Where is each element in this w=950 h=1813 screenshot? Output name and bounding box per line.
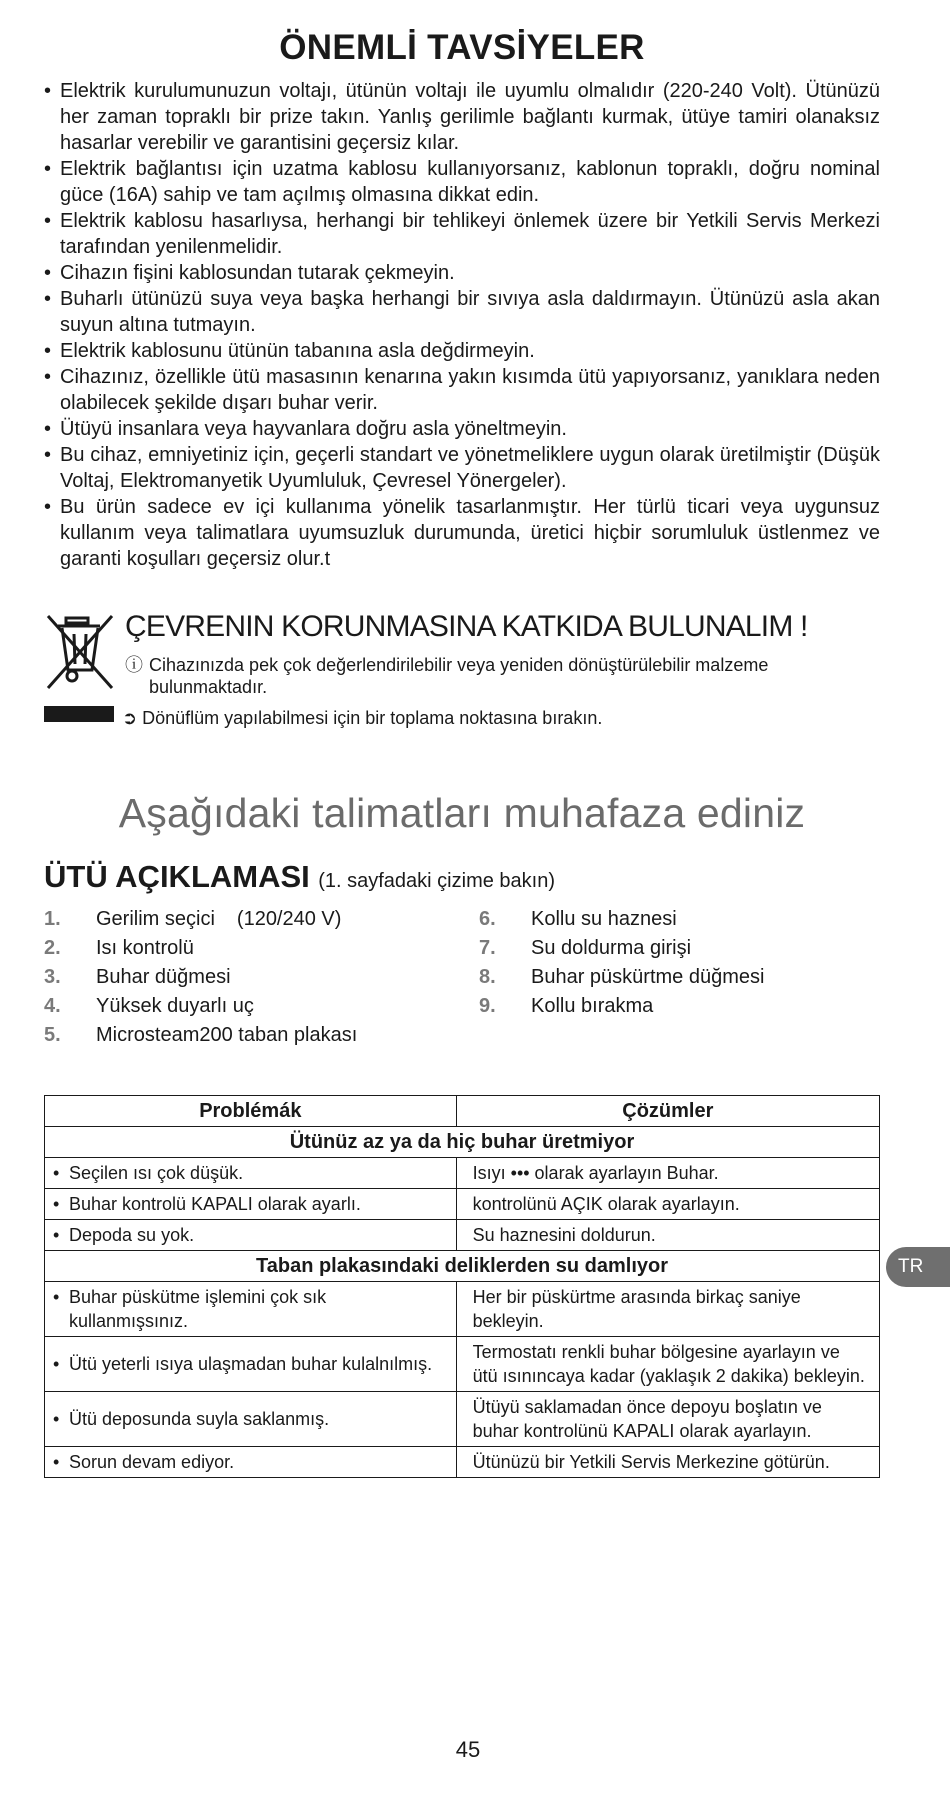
section-title: Taban plakasındaki deliklerden su damlıyor [45, 1251, 880, 1282]
recycle-note [122, 708, 602, 729]
solution-cell: Ütüyü saklamadan önce depoyu boşlatın ve buhar kontrolünü KAPALI olarak ayarlayın. [456, 1392, 879, 1447]
problem-cell: • Depoda su yok. [45, 1220, 457, 1251]
list-item: 8. Buhar püskürtme düğmesi [479, 966, 765, 988]
description-title: ÜTÜ AÇIKLAMASI [44, 859, 310, 894]
description-heading [44, 859, 880, 895]
parts-column-left [44, 905, 474, 1050]
list-item: • Ütüyü insanlara veya hayvanlara doğru asla yöneltmeyin. [44, 416, 880, 442]
problem-cell: • Buhar kontrolü KAPALI olarak ayarlı. [45, 1189, 457, 1220]
list-item: • Elektrik kurulumunuzun voltajı, ütünün voltajı ile uyumlu olmalıdır (220-240 Volt). Ütünüzü her zaman topraklı bir prize takın. Yanlış gerilimle bağlantı kurmak, ütüye tamiri olanaksız hasarlar verebilir ve garantisini geçersiz kılar. [44, 78, 880, 156]
table-row [45, 1158, 880, 1189]
list-item: • Cihazınız, özellikle ütü masasının kenarına yakın kısımda ütü yapıyorsanız, yanıklara neden olabilecek şekilde dışarı buhar verir. [44, 364, 880, 416]
list-item: 9. Kollu bırakma [479, 995, 654, 1017]
solution-cell: Su haznesini doldurun. [456, 1220, 879, 1251]
recycle-text: Dönüflüm yapılabilmesi için bir toplama noktasına bırakın. [142, 708, 603, 728]
page-number: 45 [455, 1737, 481, 1762]
list-item: 6. Kollu su haznesi [479, 908, 677, 930]
description-subtitle: (1. sayfadaki çizime bakın) [318, 870, 555, 892]
table-row [45, 1392, 880, 1447]
table-section-row [45, 1127, 880, 1158]
arrow-icon: ➲ [122, 708, 138, 728]
problem-cell: • Seçilen ısı çok düşük. [45, 1158, 457, 1189]
environment-section [44, 610, 880, 738]
table-header-row [45, 1096, 880, 1127]
list-item: • Elektrik kablosu hasarlıysa, herhangi bir tehlikeyi önlemek üzere bir Yetkili Servis Merkezi tarafından yenilenmelidir. [44, 208, 880, 260]
list-item: • Bu ürün sadece ev içi kullanıma yönelik tasarlanmıştır. Her türlü ticari veya uygunsuz kullanım veya talimatlara uyumsuzluk durumunda, üretici hiçbir sorumluluk üstlenmez ve garanti koşulları geçersiz olur.t [44, 494, 880, 572]
list-item: • Elektrik bağlantısı için uzatma kablosu kullanıyorsanız, kablonun topraklı, doğru nominal güce (16A) sahip ve tam açılmış olmasına dikkat edin. [44, 156, 880, 208]
list-item: • Bu cihaz, emniyetiniz için, geçerli standart ve yönetmeliklere uygun olarak üretilmiştir (Düşük Voltaj, Elektromanyetik Uyumluluk, Çevresel Yönergeler). [44, 442, 880, 494]
list-item: 2. Isı kontrolü [44, 937, 194, 959]
table-row [45, 1447, 880, 1478]
manual-page [44, 28, 880, 1478]
info-text-line1: Cihazınızda pek çok değerlendirilebilir veya yeniden dönüştürülebilir malzeme [149, 655, 769, 675]
solution-cell: Ütünüzü bir Yetkili Servis Merkezine götürün. [456, 1447, 879, 1478]
table-row [45, 1337, 880, 1392]
problem-cell: • Ütü deposunda suyla saklanmış. [45, 1392, 457, 1447]
problem-cell: • Buhar püskütme işlemini çok sık kullanmışsınız. [45, 1282, 457, 1337]
solution-cell: Termostatı renkli buhar bölgesine ayarlayın ve ütü ısınıncaya kadar (yaklaşık 2 dakika) bekleyin. [456, 1337, 879, 1392]
language-tab: TR [886, 1247, 950, 1287]
solution-cell: Isıyı ••• olarak ayarlayın Buhar. [456, 1158, 879, 1189]
page-title: ÖNEMLİ TAVSİYELER [279, 28, 645, 67]
solution-cell: kontrolünü AÇIK olarak ayarlayın. [456, 1189, 879, 1220]
problem-cell: • Sorun devam ediyor. [45, 1447, 457, 1478]
list-item: • Buharlı ütünüzü suya veya başka herhangi bir sıvıya asla daldırmayın. Ütünüzü asla akan suyun altına tutmayın. [44, 286, 880, 338]
table-row [45, 1220, 880, 1251]
list-item: 4. Yüksek duyarlı uç [44, 995, 254, 1017]
divider-bar [44, 706, 114, 722]
environment-title: ÇEVRENIN KORUNMASINA KATKIDA BULUNALIM ! [125, 610, 808, 643]
list-item: • Elektrik kablosunu ütünün tabanına asla değdirmeyin. [44, 338, 880, 364]
info-text-line2: bulunmaktadır. [149, 677, 268, 697]
list-item: 1. Gerilim seçici (120/240 V) [44, 908, 342, 930]
table-section-row [45, 1251, 880, 1282]
parts-list [44, 905, 880, 1055]
list-item: 3. Buhar düğmesi [44, 966, 231, 988]
table-row [45, 1189, 880, 1220]
column-header-solution: Çözümler [456, 1096, 879, 1127]
info-icon: ⓘ [125, 655, 143, 675]
list-item: • Cihazın fişini kablosundan tutarak çekmeyin. [44, 260, 880, 286]
troubleshooting-table [44, 1095, 880, 1478]
section-title: Ütünüz az ya da hiç buhar üretmiyor [45, 1127, 880, 1158]
list-item: 7. Su doldurma girişi [479, 937, 692, 959]
problem-cell: • Ütü yeterli ısıya ulaşmadan buhar kulalnılmış. [45, 1337, 457, 1392]
recommendations-list [44, 78, 880, 572]
parts-column-right [479, 905, 879, 1021]
keep-instructions-title: Aşağıdaki talimatları muhafaza ediniz [118, 790, 806, 836]
environment-info [125, 654, 885, 698]
table-row [45, 1282, 880, 1337]
solution-cell: Her bir püskürtme arasında birkaç saniye bekleyin. [456, 1282, 879, 1337]
column-header-problem: Problémák [45, 1096, 457, 1127]
list-item: 5. Microsteam200 taban plakası [44, 1024, 358, 1046]
crossed-bin-icon [44, 612, 116, 692]
